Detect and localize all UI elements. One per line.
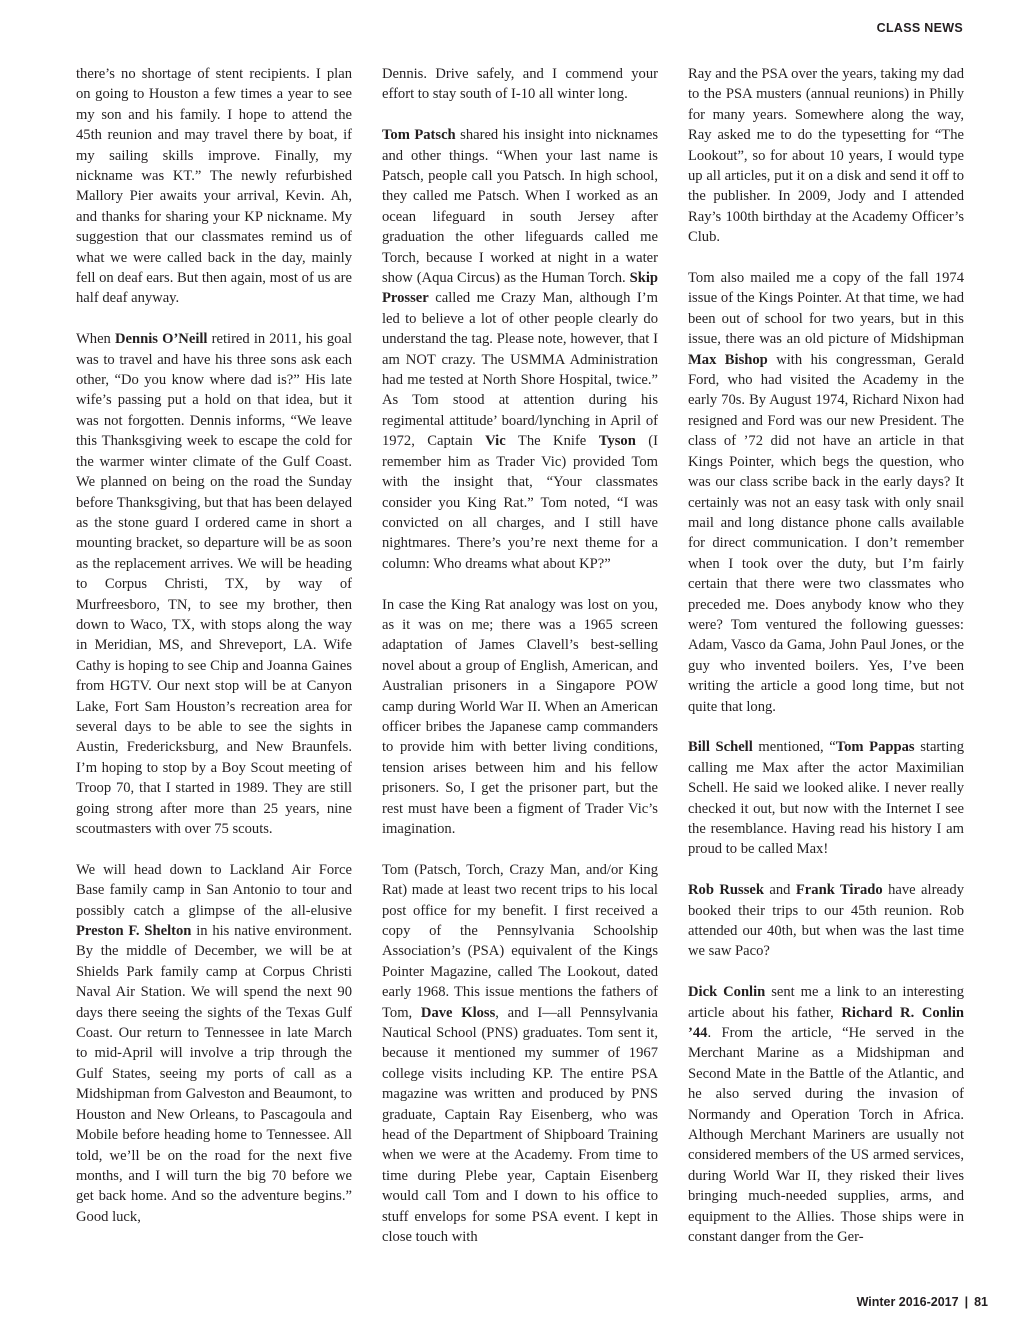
paragraph [382,125,658,574]
text-run: . From the article, “He served in the Merchant Marine as a Midshipman and Second Mate in the Battle of the Atlantic, and he also served during the invasion of Normandy and Operation Torch in Africa. Although Merchant Mariners are usually not considered members of the US armed services, during World War II, they risked their lives bringing much-needed supplies, arms, and equipment to the Allies. Those ships were in constant danger from the Ger- [688,1025,964,1246]
bold-name: Richard R. Conlin ’44 [688,1004,965,1042]
text-run: When [76,331,115,348]
text-run: Tom (Patsch, Torch, Crazy Man, and/or King Rat) made at least two recent trips to his local post office for my benefit. I first received a copy of the Pennsylvania Schoolship Association’s (PSA) equivalent of the Kings Pointer Magazine, called The Lookout, dated early 1968. This issue mentions the fathers of Tom, [382,861,658,1021]
text-run: sent me a link to an interesting article about his father, [688,984,964,1021]
page-footer [857,1295,988,1309]
text-run: there’s no shortage of stent recipients. I plan on going to Houston a few times a year to see my son and his family. I hope to attend the 45th reunion and may travel there by boat, if my sailing skills improve. Finally, my nickname was KT.” The newly refurbished Mallory Pier awaits your arrival, Kevin. Ah, and thanks for sharing your KP nickname. My suggestion that our classmates remind us of what we were called back in the day, mainly fell on deaf ears. But then again, most of us are half deaf anyway. [76,66,352,307]
text-run: in his native environment. By the middle of December, we will be at Shields Park family camp at Corpus Christi Naval Air Station. We will spend the next 90 days there seeing the sights of the Texas Gulf Coast. Our return to Tennessee in late March to mid-April will involve a trip through the Gulf States, seeing my ports of call as a Midshipman from Galveston and Beaumont, to Houston and New Orleans, to Pascagoula and Mobile before heading home to Tennessee. All told, we’ll be on the road for the next five months, and I will turn the big 70 before we get back home. And so the adventure begins.” Good luck, [76,923,353,1225]
bold-name: Dave Kloss [420,1004,496,1021]
text-run: shared his insight into nicknames and other things. “When your last name is Patsch, people call you Patsch. In high school, they called me Patsch. When I worked as an ocean lifeguard in south Jersey after graduation the other lifeguards called me Torch, because I worked at night in a water show (Aqua Circus) as the Human Torch. [382,127,658,287]
paragraph [688,880,964,962]
bold-name: Max Bishop [688,351,768,368]
text-run: In case the King Rat analogy was lost on you, as it was on me; there was a 1965 screen adaptation of James Clavell’s best-selling novel about a group of English, American, and Australian prisoners in a Singapore POW camp during World War II. When an American officer bribes the Japanese camp commanders to provide him with better living conditions, tension arises between him and his fellow prisoners. So, I get the prisoner part, but the rest must have been a figment of Trader Vic’s imagination. [382,596,658,837]
paragraph [76,329,352,839]
issue-label: Winter 2016-2017 [856,1295,959,1309]
bold-name: Rob Russek [688,882,764,899]
paragraph [688,268,964,717]
footer-separator: | [964,1295,969,1309]
section-label: CLASS NEWS [876,21,963,35]
text-run: We will head down to Lackland Air Force Base family camp in San Antonio to tour and possibly catch a glimpse of the all-elusive [76,861,352,919]
text-run: mentioned, “ [752,739,836,756]
text-run: Tom also mailed me a copy of the fall 1974 issue of the Kings Pointer. At that time, we had been out of school for two years, but in this issue, there was an old picture of Midshipman [688,270,964,348]
paragraph [688,737,964,859]
paragraph [76,860,352,1227]
text-run: (I remember him as Trader Vic) provided Tom with the insight that, “Your classmates consider you King Rat.” Tom noted, “I was convicted on all charges, and I still have nightmares. There’s you’re next theme for a column: Who dreams what about KP?” [382,433,658,572]
text-run: Ray and the PSA over the years, taking my dad to the PSA musters (annual reunions) in Philly for many years. Somewhere along the way, Ray asked me to do the typesetting for “The Lookout”, so for about 10 years, I would type up all articles, put it on a disk and send it off to the publisher. In 2009, Jody and I attended Ray’s 100th birthday at the Academy Officer’s Club. [688,66,964,246]
text-run: Dennis. Drive safely, and I commend your effort to stay south of I-10 all winter long. [382,66,658,103]
article-body [76,64,964,1284]
text-run: starting calling me Max after the actor Maximilian Schell. He said we looked alike. I never really checked it out, but now with the Internet I see the resemblance. Having read his history I am proud to be called Max! [688,739,964,858]
text-run: with his congressman, Gerald Ford, who had visited the Academy in the early 70s. By August 1974, Richard Nixon had resigned and Ford was our new President. The class of ’72 did not have an article in that Kings Pointer, which begs the question, who was our class scribe back in the early days? It certainly was not an easy task with only snail mail and long distance phone calls available for direct communication. I don’t remember when I took over the duty, but I’m fairly certain that there were two classmates who preceded me. Does anybody know who they were? Tom ventured the following guesses: Adam, Vasco da Gama, John Paul Jones, or the guy who invented boilers. Yes, I’ve been writing the article a good long time, but not quite that long. [688,351,964,715]
text-run: retired in 2011, his goal was to travel and have his three sons ask each other, “Do you know where dad is?” His late wife’s passing put a hold on that idea, but it was not forgotten. Dennis informs, “We leave this Thanksgiving week to escape the cold for the warmer winter climate of the Gulf Coast. We planned on being on the road the Sunday before Thanksgiving, but that has been delayed as the stone guard I ordered came in short a mounting bracket, so departure will be as soon as the replacement arrives. We will be heading to Corpus Christi, TX, by way of Murfreesboro, TN, to see my brother, then down to Waco, TX, with stops along the way in Meridian, MS, and Shreveport, LA. Wife Cathy is hoping to see Chip and Joanna Gaines from HGTV. Our next stop will be at Canyon Lake, Fort Sam Houston’s recreation area for several days to be able to see the sights in Austin, Fredericksburg, and New Braunfels. I’m hoping to stop by a Boy Scout meeting of Troop 70, that I started in 1989. They are still going strong after more than 25 years, nine scoutmasters with over 75 scouts. [76,331,353,838]
bold-name: Vic [485,433,506,450]
text-run: The Knife [505,433,599,450]
bold-name: Tom Patsch [382,127,456,144]
bold-name: Frank Tirado [795,882,883,899]
bold-name: Tom Pappas [835,739,915,756]
bold-name: Bill Schell [688,739,753,756]
bold-name: Dennis O’Neill [114,331,208,348]
paragraph [76,64,352,309]
bold-name: Dick Conlin [688,984,766,1001]
text-run: , and I—all Pennsylvania Nautical School (PNS) graduates. Tom sent it, because it mentioned my summer of 1967 college visits including KP. The entire PSA magazine was written and produced by PNS graduate, Captain Ray Eisenberg, who was head of the Department of Shipboard Training when we were at the Academy. From time to time during Plebe year, Captain Eisenberg would call Tom and I down to his office to stuff envelops for some PSA event. I kept in close touch with [382,1004,659,1246]
article-column-1 [76,64,352,1227]
text-run: and [763,882,796,899]
paragraph [382,64,658,105]
paragraph [688,64,964,248]
paragraph [382,860,658,1248]
page-number: 81 [974,1295,988,1309]
bold-name: Tyson [598,433,636,450]
text-run: have already booked their trips to our 45th reunion. Rob attended our 40th, but when was the last time we saw Paco? [688,882,964,960]
paragraph [688,982,964,1247]
paragraph [382,595,658,840]
article-column-3 [688,64,964,1248]
bold-name: Preston F. Shelton [76,923,192,940]
bold-name: Skip Prosser [382,270,658,307]
article-column-2 [382,64,658,1248]
text-run: called me Crazy Man, although I’m led to believe a lot of other people clearly do understand the tag. Please note, however, that I am NOT crazy. The USMMA Administration had me tested at North Shore Hospital, twice.” As Tom stood at attention during his regimental attitude’ board/lynching in April of 1972, Captain [382,290,658,450]
